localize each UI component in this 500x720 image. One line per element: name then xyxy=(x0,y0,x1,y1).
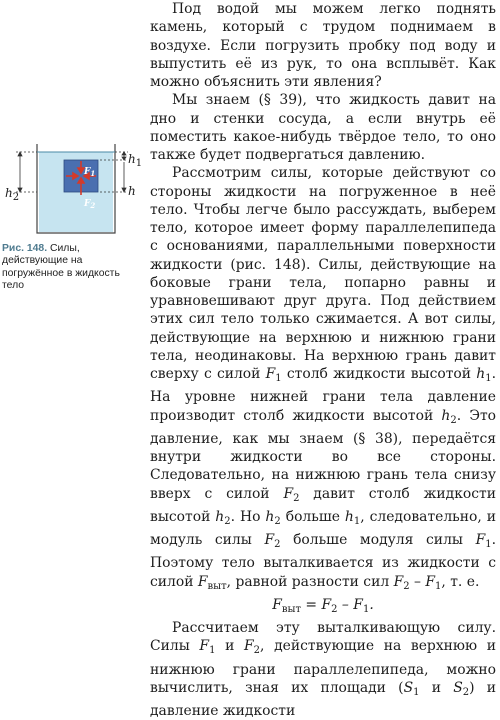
paragraph-2: Мы знаем (§ 39), что жидкость давит на дно и стенки сосуда, а если внутрь её поместить какое-нибудь твёрдое тело, то оно также будет подвергаться давлению. xyxy=(150,92,496,163)
label-F2: $F_2$ xyxy=(84,199,96,210)
label-h1: $h_1$ xyxy=(128,152,143,169)
caption-text: Силы, действующие на погружённое в жидкость тело xyxy=(2,243,120,291)
text-column xyxy=(150,0,496,720)
label-F1: $F_1$ xyxy=(84,167,96,178)
label-h2: $h_2$ xyxy=(5,186,20,203)
label-h: h xyxy=(128,184,136,198)
figure-caption xyxy=(2,243,142,292)
paragraph-4: Рассчитаем эту выталкивающую силу. Силы $F_1$ и $F_2$, действующие на верхнюю и нижнюю грани параллелепипеда, можно вычислить, зная их площади ($S_1$ и $S_2$) и давление жидкости xyxy=(150,620,497,719)
paragraph-3: Рассмотрим силы, которые действуют со стороны жидкости на погруженное в неё тело. Чтобы легче было рассуждать, выберем тело, которое имеет форму параллелепипеда с основаниями, параллельными поверхности жидкости (рис. 148). Силы, действующие на боковые грани тела, попарно равны и уравновешивают друг друга. Под действием этих сил тело только сжимается. А вот силы, действующие на верхнюю и нижнюю грани тела, неодинаковы. На верхнюю грань давит сверху с силой $F_1$ столб жидкости высотой $h_1$. На уровне нижней грани тела давление производит столб жидкости высотой $h_2$. Это давление, как мы знаем (§ 38), передаётся внутри жидкости во все стороны. Следовательно, на нижнюю грань тела снизу вверх с силой $F_2$ давит столб жидкости высотой $h_2$. Но $h_2$ больше $h_1$, следовательно, и модуль силы $F_2$ больше модуля силы $F_1$. Поэтому тело выталкивается из жидкости с силой $F_{выт}$, равной разности сил $F_2 - F_1$, т. е. xyxy=(150,165,497,592)
formula-buoyant-force: $F_{выт} = F_2 - F_1$. xyxy=(272,596,374,615)
caption-label: Рис. 148. xyxy=(2,243,48,254)
paragraph-1: Под водой мы можем легко поднять камень, который с трудом поднимаем в воздухе. Если погрузить пробку под воду и выпустить её из рук, то она всплывёт. Как можно объяснить эти явления? xyxy=(150,1,496,90)
